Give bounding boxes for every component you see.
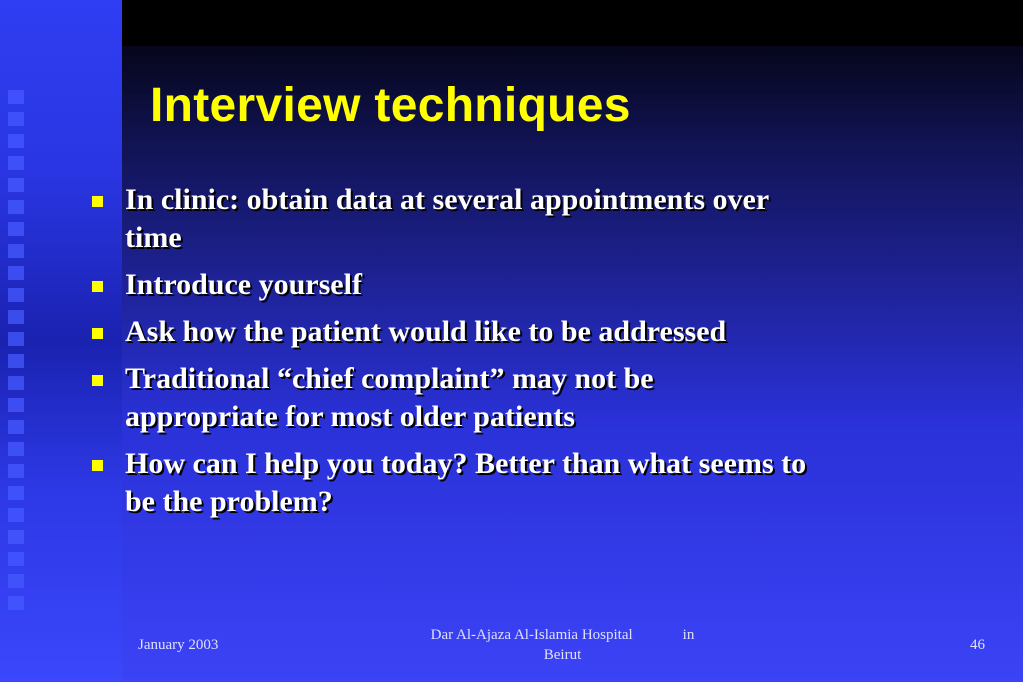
square-bullet-icon — [92, 328, 103, 339]
decorative-square — [8, 464, 24, 478]
bullet-item — [92, 181, 812, 257]
decorative-square — [8, 552, 24, 566]
decorative-square — [8, 376, 24, 390]
square-bullet-icon — [92, 375, 103, 386]
decorative-square-column — [8, 90, 28, 615]
bullet-text: Ask how the patient would like to be addressed — [125, 315, 727, 348]
decorative-square — [8, 244, 24, 258]
decorative-square — [8, 596, 24, 610]
square-bullet-icon — [92, 460, 103, 471]
footer-organization-in: in — [682, 627, 695, 643]
decorative-square — [8, 332, 24, 346]
bullet-item — [92, 266, 812, 304]
footer-organization-city: Beirut — [543, 647, 582, 663]
decorative-square — [8, 486, 24, 500]
decorative-square — [8, 530, 24, 544]
decorative-square — [8, 310, 24, 324]
decorative-square — [8, 134, 24, 148]
decorative-square — [8, 90, 24, 104]
top-dark-strip — [122, 0, 1023, 46]
bullet-text: In clinic: obtain data at several appointments over time — [125, 183, 769, 254]
bullet-item — [92, 313, 812, 351]
decorative-square — [8, 178, 24, 192]
decorative-square — [8, 112, 24, 126]
slide-title: Interview techniques — [150, 79, 631, 132]
square-bullet-icon — [92, 281, 103, 292]
page-number: 46 — [970, 637, 985, 653]
footer-organization — [400, 625, 725, 665]
decorative-square — [8, 420, 24, 434]
bullet-item — [92, 360, 812, 436]
decorative-square — [8, 398, 24, 412]
decorative-square — [8, 354, 24, 368]
decorative-square — [8, 156, 24, 170]
bullet-text: Traditional “chief complaint” may not be appropriate for most older patients — [125, 362, 654, 433]
decorative-square — [8, 288, 24, 302]
bullet-text: How can I help you today? Better than what seems to be the problem? — [125, 447, 807, 518]
footer-date: January 2003 — [138, 637, 219, 653]
decorative-square — [8, 508, 24, 522]
decorative-square — [8, 200, 24, 214]
bullet-list — [92, 181, 812, 530]
footer-organization-name: Dar Al-Ajaza Al-Islamia Hospital — [430, 627, 633, 643]
bullet-item — [92, 445, 812, 521]
decorative-square — [8, 442, 24, 456]
decorative-square — [8, 266, 24, 280]
decorative-square — [8, 574, 24, 588]
decorative-square — [8, 222, 24, 236]
bullet-text: Introduce yourself — [125, 268, 362, 301]
square-bullet-icon — [92, 196, 103, 207]
footer-organization-line1 — [400, 625, 725, 645]
